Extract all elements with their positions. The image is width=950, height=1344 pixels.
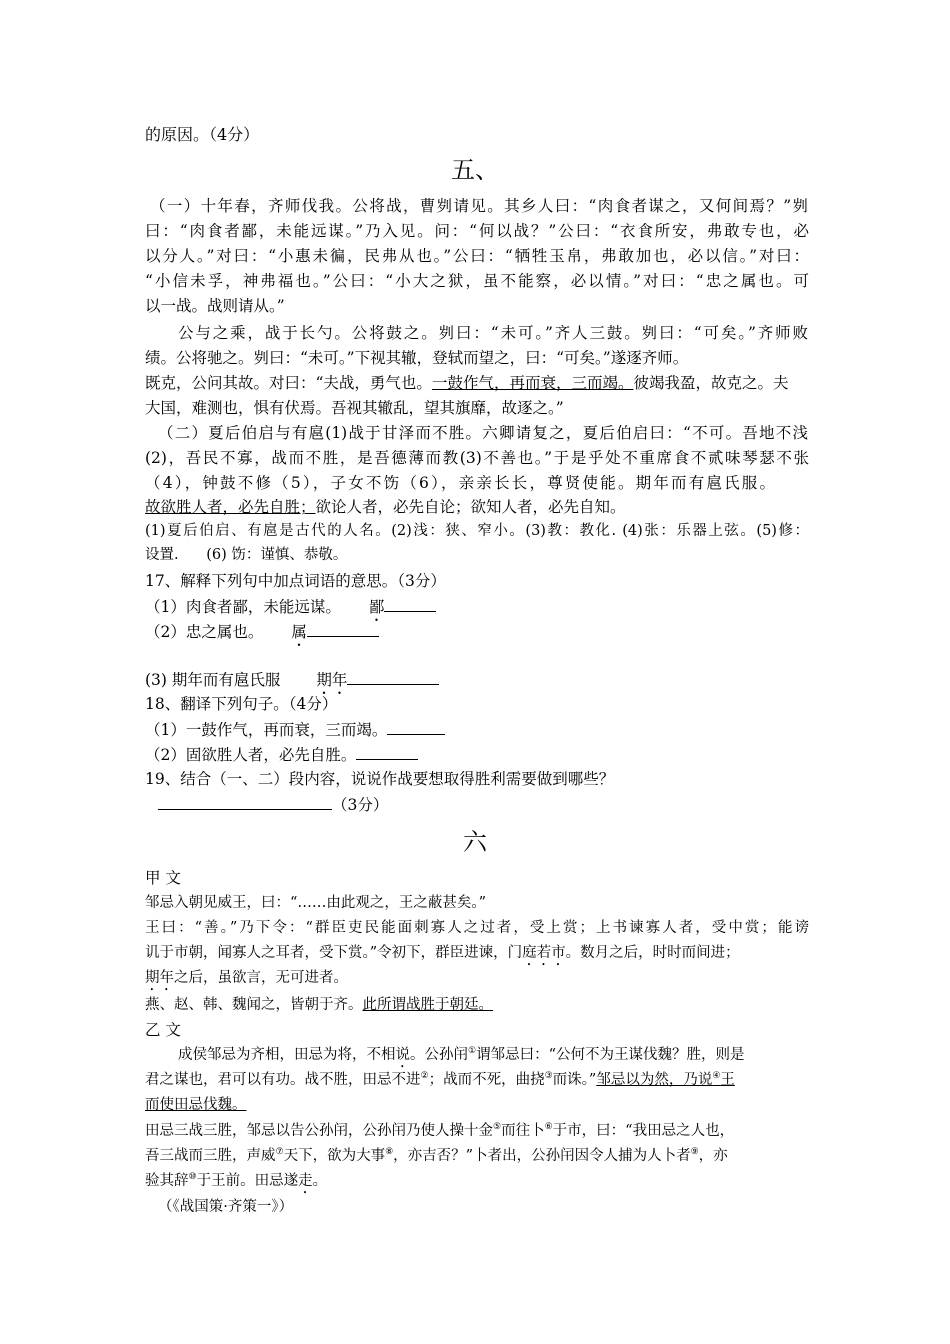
q17-item-1-word: 鄙 — [368, 598, 385, 616]
q18-item-2-blank[interactable] — [356, 744, 418, 760]
yi-line-5-d: ，亦 — [698, 1148, 728, 1164]
yi-line-1-b: 。公孙闬 — [410, 1047, 468, 1063]
q18-item-1 — [145, 719, 445, 740]
underlined-phrase-yigu: 一鼓作气，再而衰，三而竭。 — [431, 374, 634, 392]
note-mark-5: ⑤ — [493, 1122, 502, 1133]
jia-line-2: 王曰：“善。”乃下令：“群臣吏民能面刺寡人之过者，受上赏；上书谏寡人者，受中赏；能谤 — [145, 920, 809, 936]
note-mark-6: ⑥ — [544, 1122, 553, 1133]
yi-line-2-ul-text-2: 王 — [720, 1072, 735, 1088]
jia-line-5-a: 燕、赵、韩、魏闻之，皆朝于齐。 — [145, 997, 363, 1013]
p2-line-1: 公与之乘，战于长勺。公将鼓之。刿曰：“未可。”齐人三鼓。刿曰：“可矣。”齐师败 — [178, 324, 808, 342]
p3-line-4 — [145, 497, 626, 517]
note-mark-8: ⑧ — [385, 1147, 394, 1158]
p2-line-2: 绩。公将驰之。刿曰：“未可。”下视其辙，登轼而望之，曰：“可矣。”遂逐齐师。 — [145, 349, 689, 367]
jia-word-tingruoshi: 庭若市 — [522, 945, 566, 961]
jia-line-4-b: 之后，虽欲言，无可进者。 — [174, 970, 348, 986]
yi-line-6-a: 验其辞 — [145, 1173, 189, 1189]
yi-word-zou: 走 — [298, 1173, 313, 1189]
section-6-heading: 六 — [463, 828, 487, 856]
jia-line-3-a: 讥于市朝，闻寡人之耳者，受下赏。”令初下，群臣进谏，门 — [145, 945, 523, 961]
p3-line-2: (2)，吾民不寡，战而不胜，是吾德薄而教(3)不善也。”于是乎处不重席食不贰味琴瑟不张 — [145, 449, 809, 467]
yi-line-2-b: ；战而不死，曲挠 — [428, 1072, 545, 1088]
q18-item-2 — [145, 744, 418, 765]
notes-line-1: (1)夏后伯启、有扈是古代的人名。(2)浅：狭、窄小。(3)教：教化. (4)张：乐器上弦。(5)修： — [145, 523, 809, 539]
yi-line-5-b: 天下，欲为大事 — [283, 1148, 386, 1164]
jia-word-qinian: 期年 — [145, 970, 174, 986]
note-mark-10: ⑩ — [188, 1172, 197, 1183]
q18-item-2-text: （2）固欲胜人者，必先自胜。 — [145, 746, 357, 764]
jia-line-3 — [145, 943, 740, 969]
note-mark-3: ③ — [544, 1071, 553, 1082]
note-mark-9: ⑨ — [690, 1147, 699, 1158]
p3-line-3: （4），钟鼓不修（5），子女不饬（6），亲亲长长，尊贤使能。期年而有扈氏服。 — [145, 474, 775, 492]
q17-item-3-word: 期年 — [316, 671, 348, 689]
yi-line-2-a: 君之谋也，君可以有功。战不胜，田忌不进 — [145, 1072, 421, 1088]
yi-line-3 — [145, 1095, 247, 1115]
jia-line-1: 邹忌入朝见威王，曰：“……由此观之，王之蔽甚矣。” — [145, 895, 487, 911]
p1-line-3: 以分人。”对曰：“小惠未徧，民弗从也。”公曰：“牺牲玉帛，弗敢加也，必以信。”对曰： — [145, 247, 809, 265]
q17-item-2-blank[interactable] — [307, 621, 379, 637]
yi-line-4 — [145, 1121, 734, 1141]
q17-item-3-text: (3) 期年而有扈氏服 — [145, 671, 281, 689]
jia-line-5 — [145, 995, 493, 1015]
section-5-heading: 五、 — [451, 156, 499, 184]
p1-line-5: 以一战。战则请从。” — [145, 297, 285, 315]
yi-label: 乙 文 — [145, 1021, 181, 1039]
p3-line-4-rest: 欲论人者，必先自论；欲知人者，必先自知。 — [315, 498, 626, 516]
yi-line-2 — [145, 1070, 735, 1090]
note-mark-4: ④ — [712, 1071, 721, 1082]
q18-title: 18、翻译下列句子。（4分） — [145, 695, 338, 713]
q19-title: 19、结合（一、二）段内容，说说作战要想取得胜利需要做到哪些？ — [145, 770, 615, 788]
p1-line-4: “小信未孚，神弗福也。”公曰：“小大之狱，虽不能察，必以情。”对曰：“忠之属也。可 — [145, 272, 809, 290]
source-citation: （《战国策·齐策一》） — [158, 1199, 294, 1215]
yi-word-shuo: 说 — [395, 1047, 410, 1063]
jia-label: 甲 文 — [145, 869, 181, 887]
p2-line-4: 大国，难测也，惧有伏焉。吾视其辙乱，望其旗靡，故逐之。” — [145, 399, 564, 417]
p2-line-3-b: 彼竭我盈，故克之。夫 — [633, 374, 789, 392]
q19-answer-line — [158, 794, 388, 815]
yi-line-6-c: 。 — [312, 1173, 328, 1189]
top-line: 的原因。（4分） — [145, 125, 260, 144]
yi-line-1 — [178, 1045, 745, 1071]
yi-line-6 — [145, 1171, 327, 1197]
yi-line-1-a: 成侯邹忌为齐相，田忌为将，不相 — [178, 1047, 396, 1063]
q19-score: （3分） — [332, 796, 389, 814]
yi-line-4-c: 于市，曰：“我田忌之人也， — [552, 1123, 735, 1139]
p2-line-3 — [145, 373, 788, 393]
q17-item-2 — [145, 621, 379, 650]
p1-line-2: 曰：“肉食者鄙，未能远谋。”乃入见。问：“何以战？”公曰：“衣食所安，弗敢专也，必 — [145, 222, 809, 240]
note-mark-2: ② — [420, 1071, 429, 1082]
q17-item-2-word: 属 — [291, 623, 307, 641]
underlined-phrase-zhansheng: 此所谓战胜于朝廷。 — [362, 997, 493, 1013]
yi-line-4-b: 而往卜 — [501, 1123, 545, 1139]
p2-line-3-a: 既克，公问其故。对曰：“夫战，勇气也。 — [145, 374, 432, 392]
jia-line-3-b: 。数月之后，时时而间进； — [565, 945, 740, 961]
yi-line-5-a: 吾三战而三胜，声威 — [145, 1148, 276, 1164]
q18-item-1-text: （1）一鼓作气，再而衰，三而竭。 — [145, 721, 388, 739]
yi-line-5-c: ，亦吉否？”卜者出，公孙闬因令人捕为人卜者 — [393, 1148, 691, 1164]
q17-item-1-blank[interactable] — [384, 596, 436, 612]
p1-line-1: （一）十年春，齐师伐我。公将战，曹刿请见。其乡人曰：“肉食者谋之，又何间焉？”刿 — [150, 197, 808, 215]
yi-line-5 — [145, 1146, 728, 1166]
yi-line-2-ul-text: 邹忌以为然，乃说 — [596, 1072, 713, 1088]
yi-line-4-a: 田忌三战三胜，邹忌以告公孙闬，公孙闬乃使人操十金 — [145, 1123, 493, 1139]
p3-line-1: （二）夏后伯启与有扈(1)战于甘泽而不胜。六卿请复之，夏后伯启曰：“不可。吾地不浅 — [158, 424, 808, 442]
notes-line-2: 设置. (6) 饬：谨慎、恭敬。 — [145, 547, 348, 563]
yi-line-1-c: 谓邹忌曰：“公何不为王谋伐魏？胜，则是 — [476, 1047, 745, 1063]
underlined-phrase-zoujiyiwei — [596, 1072, 735, 1088]
q18-item-1-blank[interactable] — [387, 719, 445, 735]
q17-item-2-text: （2）忠之属也。 — [145, 623, 264, 641]
yi-line-2-c: 而诛。” — [552, 1072, 597, 1088]
q17-title: 17、解释下列句中加点词语的意思。（3分） — [145, 572, 446, 590]
note-mark-1: ① — [468, 1046, 477, 1057]
yi-line-6-b: 于王前。田忌遂 — [196, 1173, 299, 1189]
note-mark-7: ⑦ — [275, 1147, 284, 1158]
q17-item-3-blank[interactable] — [347, 669, 439, 685]
q17-item-1-text: （1）肉食者鄙，未能远谋。 — [145, 598, 341, 616]
underlined-phrase-yusheng: 故欲胜人者，必先自胜； — [145, 498, 316, 516]
jia-line-4 — [145, 968, 348, 994]
q19-blank[interactable] — [158, 794, 332, 810]
underlined-phrase-fawei: 而使田忌伐魏。 — [145, 1097, 247, 1113]
